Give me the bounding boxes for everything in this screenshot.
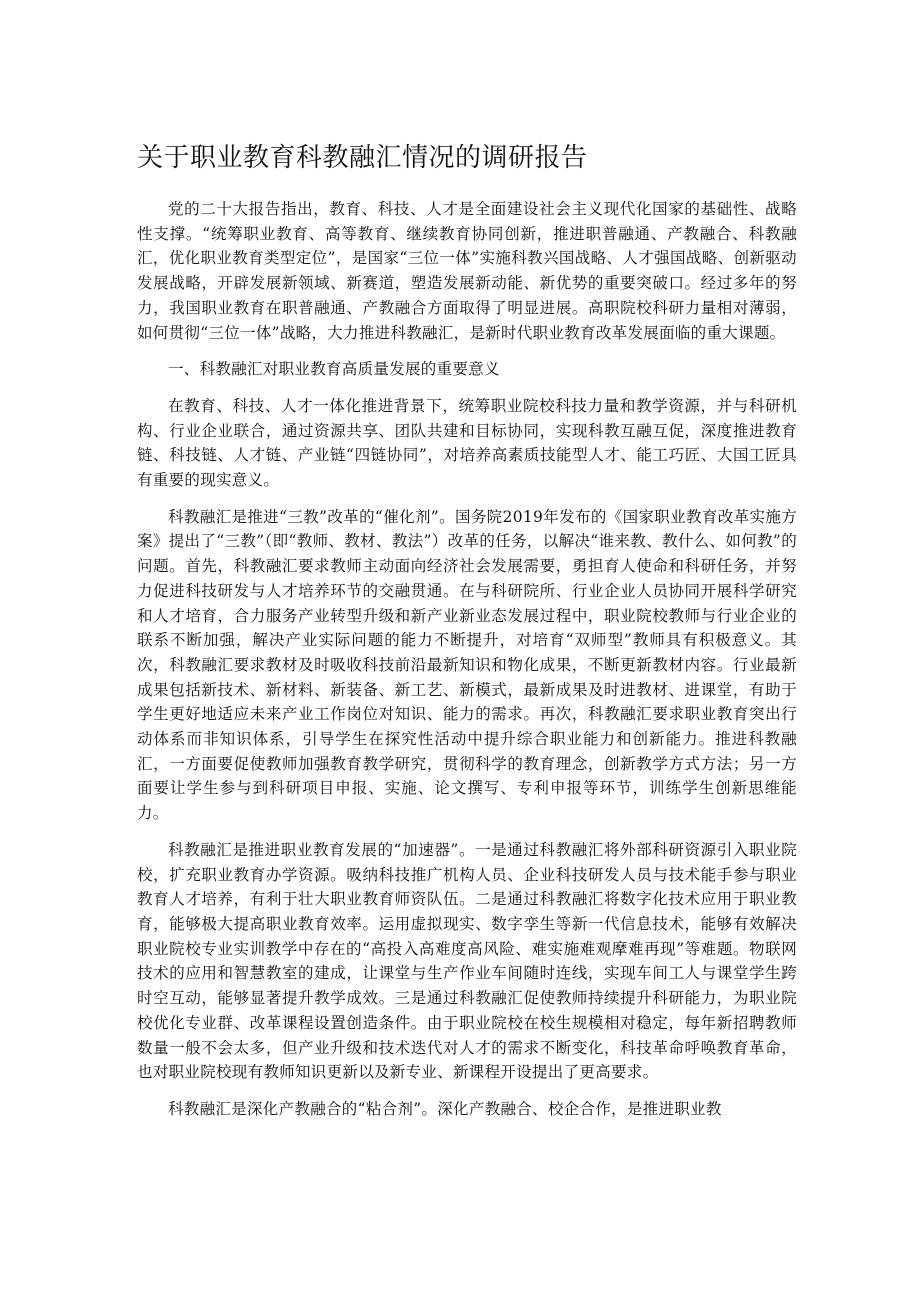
body-paragraph: 科教融汇是深化产教融合的“粘合剂”。深化产教融合、校企合作，是推进职业教 — [168, 1099, 722, 1118]
body-paragraph: 科教融汇是推进“三教”改革的“催化剂”。国务院2019年发布的《国家职业教育改革实施方案》提出了“三教”（即“教师、教材、教法”）改革的任务，以解决“谁来教、教什么、如何教”的问题。首先，科教融汇要求教师主动面向经济社会发展需要，勇担育人使命和科研任务，并努力促进科技研发与人才培养环节的交融贯通。在与科研院所、行业企业人员协同开展科学研究和人才培育，合力服务产业转型升级和新产业新业态发展过程中，职业院校教师与行业企业的联系不断加强，解决产业实际问题的能力不断提升，对培育“双师型”教师具有积极意义。其次，科教融汇要求教材及时吸收科技前沿最新知识和物化成果，不断更新教材内容。行业最新成果包括新技术、新材料、新装备、新工艺、新模式，最新成果及时进教材、进课堂，有助于学生更好地适应未来产业工作岗位对知识、能力的需求。再次，科教融汇要求职业教育突出行动体系而非知识体系，引导学生在探究性活动中提升综合职业能力和创新能力。推进科教融汇，一方面要促使教师加强教育教学研究，贯彻科学的教育理念，创新教学方式方法；另一方面要让学生参与到科研项目申报、实施、论文撰写、专利申报等环节，训练学生创新思维能力。 — [137, 507, 797, 823]
section-heading-1: 一、科教融汇对职业教育高质量发展的重要意义 — [168, 360, 500, 379]
body-paragraph: 在教育、科技、人才一体化推进背景下，统筹职业院校科技力量和教学资源，并与科研机构、行业企业联合，通过资源共享、团队共建和目标协同，实现科教互融互促，深度推进教育链、科技链、人才链、产业链“四链协同”，对培养高素质技能型人才、能工巧匠、大国工匠具有重要的现实意义。 — [137, 396, 797, 490]
body-paragraph: 科教融汇是推进职业教育发展的“加速器”。一是通过科教融汇将外部科研资源引入职业院校，扩充职业教育办学资源。吸纳科技推广机构人员、企业科技研发人员与技术能手参与职业教育人才培养，有利于壮大职业教育师资队伍。二是通过科教融汇将数字化技术应用于职业教育，能够极大提高职业教育效率。运用虚拟现实、数字孪生等新一代信息技术，能够有效解决职业院校专业实训教学中存在的“高投入高难度高风险、难实施难观摩难再现”等难题。物联网技术的应用和智慧教室的建成，让课堂与生产作业车间随时连线，实现车间工人与课堂学生跨时空互动，能够显著提升教学成效。三是通过科教融汇促使教师持续提升科研能力，为职业院校优化专业群、改革课程设置创造条件。由于职业院校在校生规模相对稳定，每年新招聘教师数量一般不会太多，但产业升级和技术迭代对人才的需求不断变化，科技革命呼唤教育革命，也对职业院校现有教师知识更新以及新专业、新课程开设提出了更高要求。 — [137, 840, 797, 1082]
intro-paragraph: 党的二十大报告指出，教育、科技、人才是全面建设社会主义现代化国家的基础性、战略性支撑。“统筹职业教育、高等教育、继续教育协同创新，推进职普融通、产教融合、科教融汇，优化职业教育类型定位”，是国家“三位一体”实施科教兴国战略、人才强国战略、创新驱动发展战略，开辟发展新领域、新赛道，塑造发展新动能、新优势的重要突破口。经过多年的努力，我国职业教育在职普融通、产教融合方面取得了明显进展。高职院校科研力量相对薄弱，如何贯彻“三位一体”战略，大力推进科教融汇，是新时代职业教育改革发展面临的重大课题。 — [137, 200, 797, 342]
document-title: 关于职业教育科教融汇情况的调研报告 — [137, 143, 588, 173]
document-body — [137, 197, 797, 1134]
